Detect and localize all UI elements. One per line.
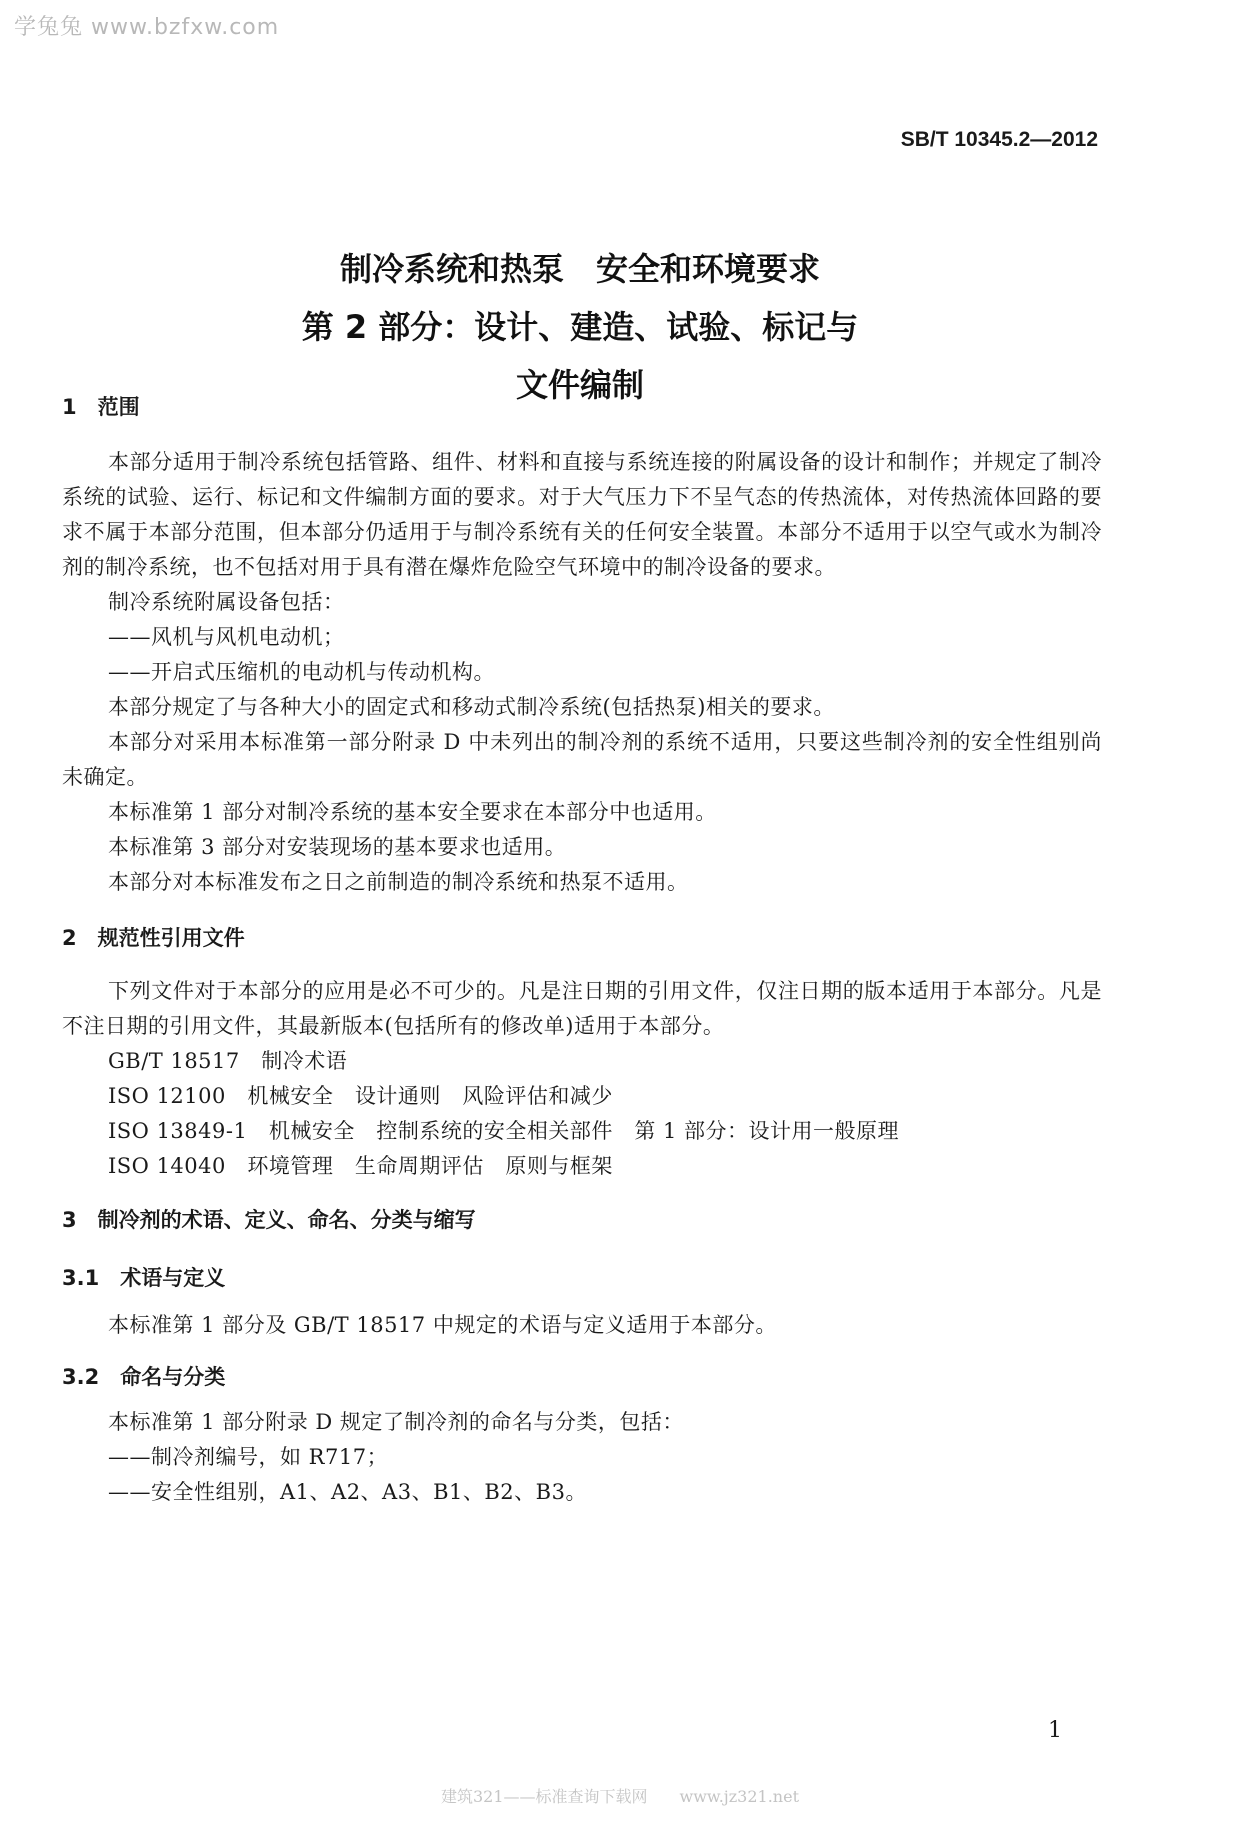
title-line-2: 第 2 部分：设计、建造、试验、标记与: [301, 308, 859, 346]
watermark-text: 学兔兔 www.bzfxw.com: [14, 15, 280, 40]
section-1-paragraph-5: 本标准第 1 部分对制冷系统的基本安全要求在本部分中也适用。: [108, 800, 717, 824]
section-1-paragraph-6: 本标准第 3 部分对安装现场的基本要求也适用。: [108, 835, 567, 859]
section-1-list-item-1: ——风机与风机电动机；: [108, 625, 345, 649]
section-1-paragraph-3: 本部分规定了与各种大小的固定式和移动式制冷系统(包括热泵)相关的要求。: [108, 695, 835, 719]
section-1-list-item-2: ——开启式压缩机的电动机与传动机构。: [108, 660, 495, 684]
section-1-paragraph-4: 本部分对采用本标准第一部分附录 D 中未列出的制冷剂的系统不适用，只要这些制冷剂的安全性组别尚未确定。: [62, 730, 1102, 789]
standard-code: SB/T 10345.2—2012: [900, 128, 1098, 151]
section-2-heading: 2 规范性引用文件: [62, 926, 245, 950]
reference-item: GB/T 18517 制冷术语: [108, 1049, 348, 1073]
title-line-3: 文件编制: [515, 366, 644, 404]
section-2-paragraph-1: 下列文件对于本部分的应用是必不可少的。凡是注日期的引用文件，仅注日期的版本适用于本部分。凡是不注日期的引用文件，其最新版本(包括所有的修改单)适用于本部分。: [62, 979, 1102, 1038]
section-3-2-list-item-2: ——安全性组别，A1、A2、A3、B1、B2、B3。: [108, 1480, 587, 1504]
footer-watermark: 建筑321——标准查询下载网 www.jz321.net: [440, 1787, 800, 1806]
section-3-heading: 3 制冷剂的术语、定义、命名、分类与缩写: [62, 1208, 476, 1232]
section-1-paragraph-7: 本部分对本标准发布之日之前制造的制冷系统和热泵不适用。: [108, 870, 689, 894]
section-1-heading: 1 范围: [62, 395, 140, 419]
reference-item: ISO 13849-1 机械安全 控制系统的安全相关部件 第 1 部分：设计用一般原理: [108, 1119, 900, 1143]
section-3-1-paragraph: 本标准第 1 部分及 GB/T 18517 中规定的术语与定义适用于本部分。: [108, 1313, 777, 1337]
reference-item: ISO 14040 环境管理 生命周期评估 原则与框架: [108, 1154, 613, 1178]
document-title: [200, 240, 960, 414]
page-number: 1: [1048, 1718, 1062, 1743]
section-1-paragraph-1: 本部分适用于制冷系统包括管路、组件、材料和直接与系统连接的附属设备的设计和制作；并规定了制冷系统的试验、运行、标记和文件编制方面的要求。对于大气压力下不呈气态的传热流体，对传热流体回路的要求不属于本部分范围，但本部分仍适用于与制冷系统有关的任何安全装置。本部分不适用于以空气或水为制冷剂的制冷系统，也不包括对用于具有潜在爆炸危险空气环境中的制冷设备的要求。: [62, 450, 1102, 579]
section-3-1-heading: 3.1 术语与定义: [62, 1266, 226, 1290]
section-3-2-heading: 3.2 命名与分类: [62, 1365, 226, 1389]
section-3-2-list-item-1: ——制冷剂编号，如 R717；: [108, 1445, 389, 1469]
title-line-1: 制冷系统和热泵 安全和环境要求: [339, 250, 820, 288]
section-1-paragraph-2: 制冷系统附属设备包括：: [108, 590, 345, 614]
document-body: [62, 395, 1102, 1510]
section-3-2-paragraph: 本标准第 1 部分附录 D 规定了制冷剂的命名与分类，包括：: [108, 1410, 684, 1434]
reference-item: ISO 12100 机械安全 设计通则 风险评估和减少: [108, 1084, 613, 1108]
